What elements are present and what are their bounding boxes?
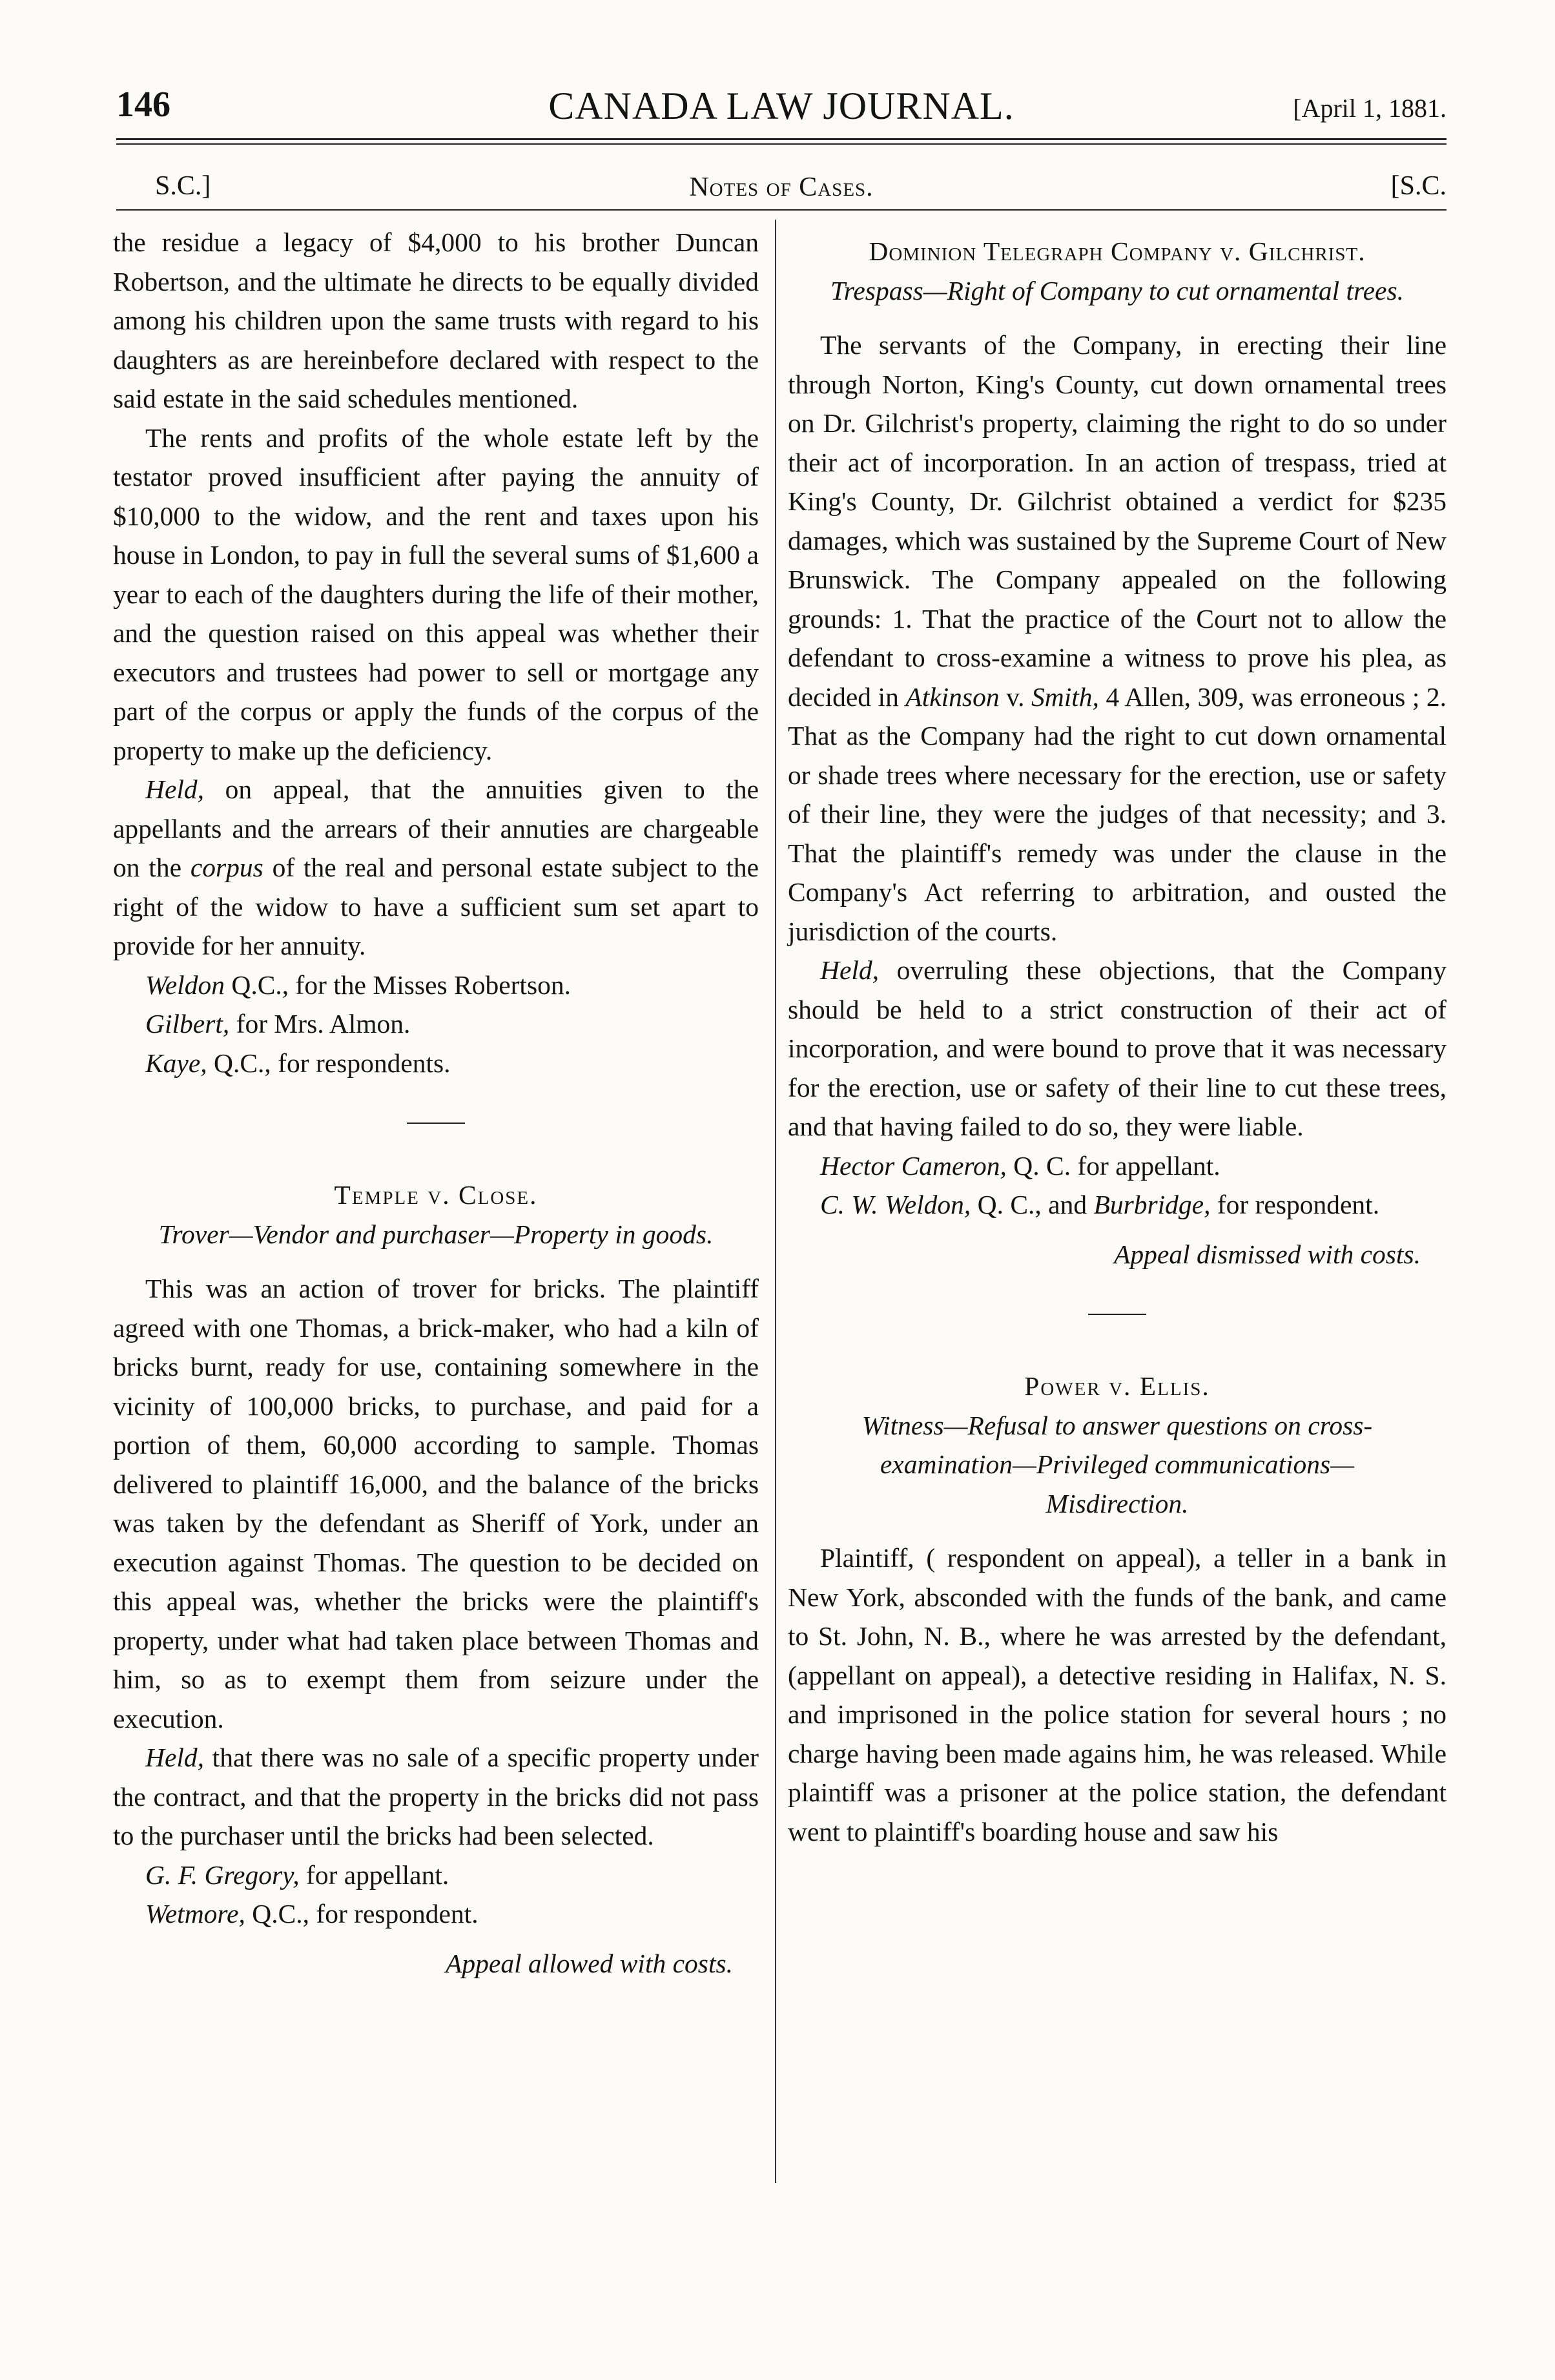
section-head (116, 171, 1447, 209)
case-separator (407, 1123, 465, 1124)
case-title-telegraph: Dominion Telegraph Company v. Gilchrist. (869, 236, 1366, 266)
counsel-line: Weldon Q.C., for the Misses Robertson. (145, 969, 571, 1000)
issue-date: [April 1, 1881. (1293, 94, 1447, 123)
counsel-line: Wetmore, Q.C., for respondent. (145, 1899, 479, 1929)
right-column (788, 223, 1447, 1851)
corpus-word: corpus (190, 853, 263, 882)
counsel-line: Gilbert, for Mrs. Almon. (145, 1009, 411, 1039)
counsel-line: Hector Cameron, Q. C. for appellant. (820, 1150, 1220, 1181)
header-rule-top (116, 138, 1447, 140)
temple-held-paragraph: Held, that there was no sale of a specific property under the contract, and that the property in the bricks did not pass to the purchaser until the bricks had been selected. (113, 1743, 759, 1850)
left-column (113, 223, 759, 1983)
held-word: Held, (145, 1743, 205, 1772)
court-left: S.C.] (155, 171, 211, 201)
telegraph-facts-paragraph: The servants of the Company, in erecting their line through Norton, King's County, cut down ornamental trees on Dr. Gilchrist's property, claiming the right to do so under their act of incorporation. In an action of trespass, tried at King's County, Dr. Gilchrist obtained a verdict for $235 damages, which was sustained by the Supreme Court of New Brunswick. The Company appealed on the following grounds: 1. That the practice of the Court not to allow the defendant to cross-examine a witness to prove his plea, as decided in Atkinson v. Smith, 4 Allen, 309, was erroneous ; 2. That as the Company had the right to cut down ornamental or shade trees where necessary for the erection, use or safety of their line, they were the judges of that necessity; and 3. That the plaintiff's remedy was under the clause in the Company's Act referring to arbitration, and ousted the jurisdiction of the courts. (788, 330, 1447, 946)
held-paragraph: Held, on appeal, that the annuities given to the appellants and the arrears of their annuties are chargeable on the corpus of the real and personal estate subject to the right of the widow to have a sufficient sum set apart to provide for her annuity. (113, 774, 759, 960)
case-topic-power: Witness—Refusal to answer questions on cross-examination—Privileged communications—Misdirection. (861, 1410, 1373, 1518)
power-facts-paragraph: Plaintiff, ( respondent on appeal), a teller in a bank in New York, absconded with the funds of the bank, and came to St. John, N. B., where he was arrested by the defendant, (appellant on appeal), a detective residing in Halifax, N. S. and imprisoned in the police station for several hours ; no charge having been made agains him, he was released. While plaintiff was a prisoner at the police station, the defendant went to plaintiff's boarding house and saw his (788, 1543, 1447, 1847)
running-head (116, 84, 1447, 142)
continuation-paragraph: the residue a legacy of $4,000 to his brother Duncan Robertson, and the ultimate he directs to be equally divided among his children upon the same trusts with regard to his daughters as are hereinbefore declared with respect to the said estate in the said schedules mentioned. (113, 227, 759, 413)
court-right: [S.C. (1390, 171, 1447, 201)
counsel-line: C. W. Weldon, Q. C., and Burbridge, for respondent. (820, 1190, 1380, 1219)
telegraph-held-paragraph: Held, overruling these objections, that the Company should be held to a strict construction of their act of incorporation, and were bound to prove that it was necessary for the erection, use or safety of their line to cut these trees, and that having failed to do so, they were liable. (788, 955, 1447, 1141)
temple-facts-paragraph: This was an action of trover for bricks. The plaintiff agreed with one Thomas, a brick-maker, who had a kiln of bricks burnt, ready for use, containing somewhere in the vicinity of 100,000 bricks, to purchase, and paid for a portion of them, 60,000 according to sample. Thomas delivered to plaintiff 16,000, and the balance of the bricks was taken by the defendant as Sheriff of York, under an execution against Thomas. The question to be decided on this appeal was, whether the bricks were the plaintiff's property, under what had taken place between Thomas and him, so as to exempt them from seizure under the execution. (113, 1274, 759, 1733)
held-word: Held, (145, 774, 205, 804)
section-title: Notes of Cases. (689, 172, 874, 202)
section-rule (116, 209, 1447, 211)
page-number: 146 (116, 85, 170, 125)
header-rule-bottom (116, 143, 1447, 145)
counsel-line: Kaye, Q.C., for respondents. (145, 1048, 451, 1078)
held-word: Held, (820, 955, 880, 985)
case-result-telegraph: Appeal dismissed with costs. (1114, 1239, 1421, 1269)
rents-paragraph: The rents and profits of the whole estate left by the testator proved insufficient after paying the annuity of $10,000 to the widow, and the rent and taxes upon his house in London, to pay in full the several sums of $1,600 a year to each of the daughters during the life of their mother, and the question raised on this appeal was whether their executors and trustees had power to sell or mortgage any part of the corpus or apply the funds of the corpus of the property to make up the deficiency. (113, 422, 759, 765)
case-topic-temple: Trover—Vendor and purchaser—Property in goods. (158, 1219, 714, 1249)
case-title-temple: Temple v. Close. (334, 1180, 538, 1210)
case-result-temple: Appeal allowed with costs. (446, 1948, 733, 1978)
case-title-power: Power v. Ellis. (1024, 1371, 1210, 1401)
case-separator (1088, 1314, 1146, 1315)
journal-title: CANADA LAW JOURNAL. (548, 85, 1014, 127)
case-topic-telegraph: Trespass—Right of Company to cut ornamental trees. (830, 275, 1404, 305)
column-divider (775, 220, 776, 2183)
counsel-line: G. F. Gregory, for appellant. (145, 1859, 449, 1890)
